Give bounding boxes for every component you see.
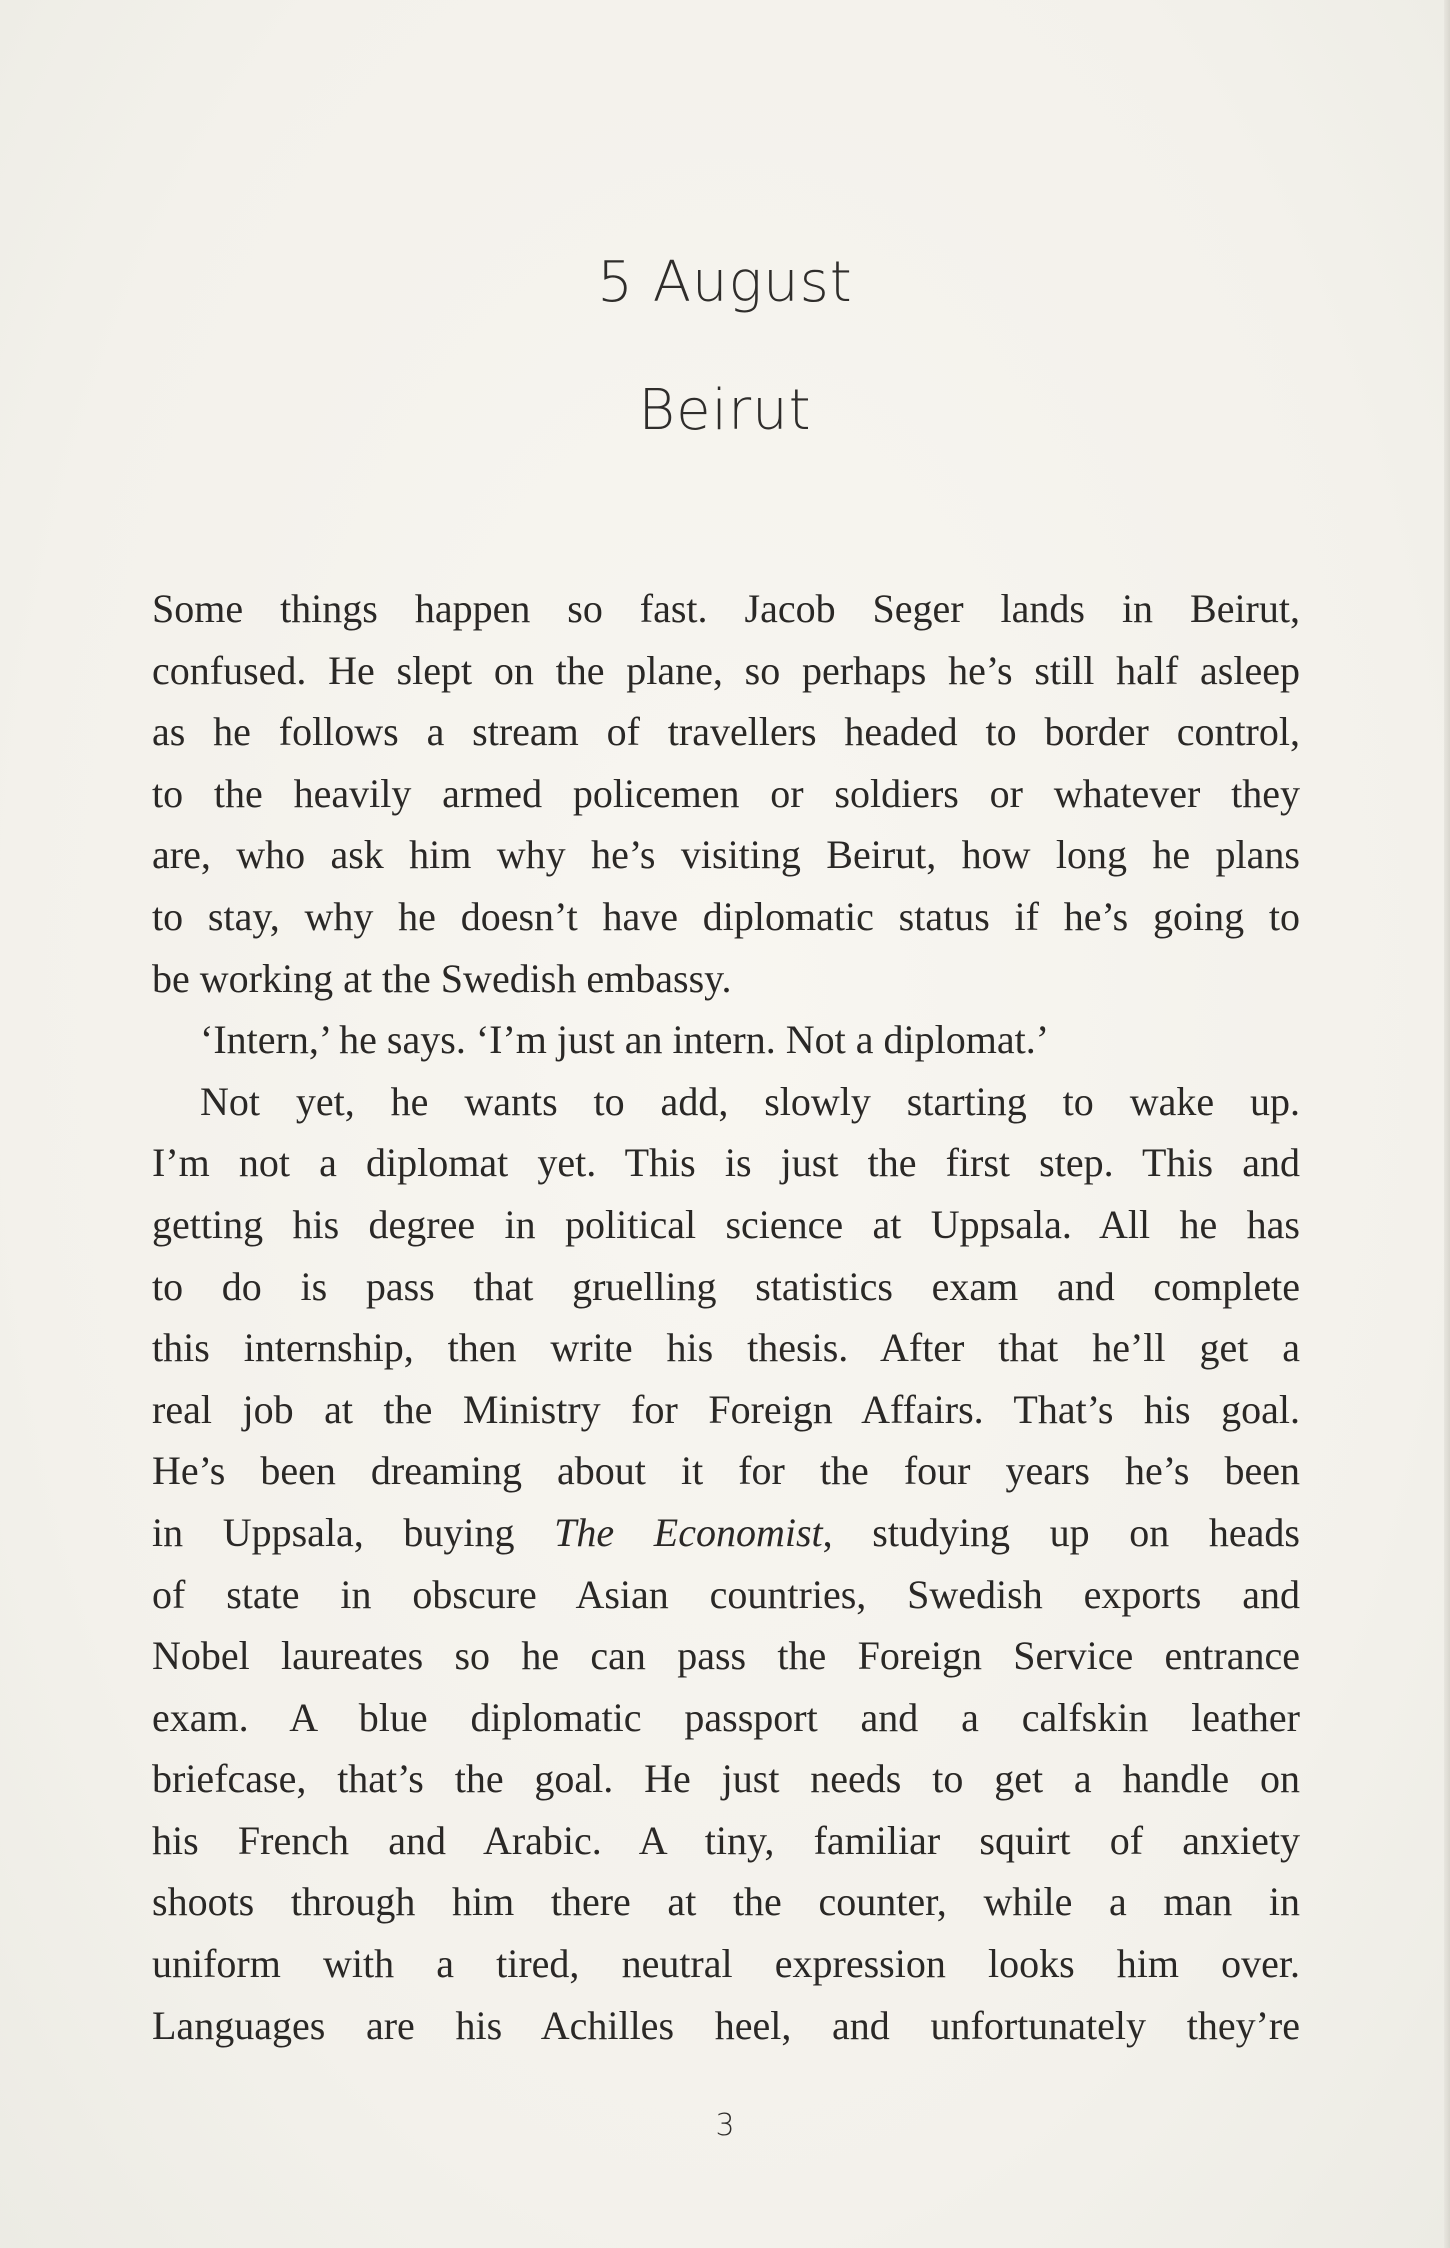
text-line: are, who ask him why he’s visiting Beirut, how long he plans — [152, 832, 1300, 878]
text-line: of state in obscure Asian countries, Swedish exports and — [152, 1571, 1300, 1617]
text-line: getting his degree in political science at Uppsala. All he has — [152, 1201, 1300, 1247]
chapter-date-heading: 5 August — [597, 250, 853, 315]
text-line: exam. A blue diplomatic passport and a calfskin leather — [152, 1694, 1300, 1740]
text-line: I’m not a diplomat yet. This is just the first step. This and — [152, 1140, 1300, 1186]
text-line: Nobel laureates so he can pass the Foreign Service entrance — [152, 1633, 1300, 1679]
text-line: to the heavily armed policemen or soldiers or whatever they — [152, 770, 1300, 816]
text-segment: in Uppsala, buying — [152, 1509, 555, 1555]
text-line: confused. He slept on the plane, so perhaps he’s still half asleep — [152, 647, 1300, 693]
text-line: He’s been dreaming about it for the four years he’s been — [152, 1448, 1300, 1494]
text-line: Not yet, he wants to add, slowly starting to wake up. — [200, 1078, 1300, 1124]
text-line: uniform with a tired, neutral expression looks him over. — [152, 1941, 1300, 1987]
body-text — [152, 578, 1300, 2056]
text-line-with-title — [152, 1502, 1300, 1564]
text-line: as he follows a stream of travellers headed to border control, — [152, 709, 1300, 755]
page-edge — [1444, 0, 1450, 2248]
text-line: ‘Intern,’ he says. ‘I’m just an intern. Not a diplomat.’ — [200, 1017, 1050, 1063]
page-number: 3 — [715, 2108, 735, 2143]
text-segment: , studying up on heads — [822, 1509, 1300, 1555]
text-line: to stay, why he doesn’t have diplomatic status if he’s going to — [152, 893, 1300, 939]
chapter-place-heading: Beirut — [638, 378, 812, 443]
text-line: be working at the Swedish embassy. — [152, 955, 732, 1001]
text-line: briefcase, that’s the goal. He just needs to get a handle on — [152, 1756, 1300, 1802]
text-line: this internship, then write his thesis. After that he’ll get a — [152, 1325, 1300, 1371]
text-line: shoots through him there at the counter, while a man in — [152, 1879, 1300, 1925]
text-line: to do is pass that gruelling statistics exam and complete — [152, 1263, 1300, 1309]
text-line: real job at the Ministry for Foreign Affairs. That’s his goal. — [152, 1386, 1300, 1432]
text-line: Languages are his Achilles heel, and unfortunately they’re — [152, 2002, 1300, 2048]
text-line: Some things happen so fast. Jacob Seger lands in Beirut, — [152, 586, 1300, 631]
text-line: his French and Arabic. A tiny, familiar squirt of anxiety — [152, 1817, 1300, 1863]
publication-title: The Economist — [554, 1509, 823, 1555]
